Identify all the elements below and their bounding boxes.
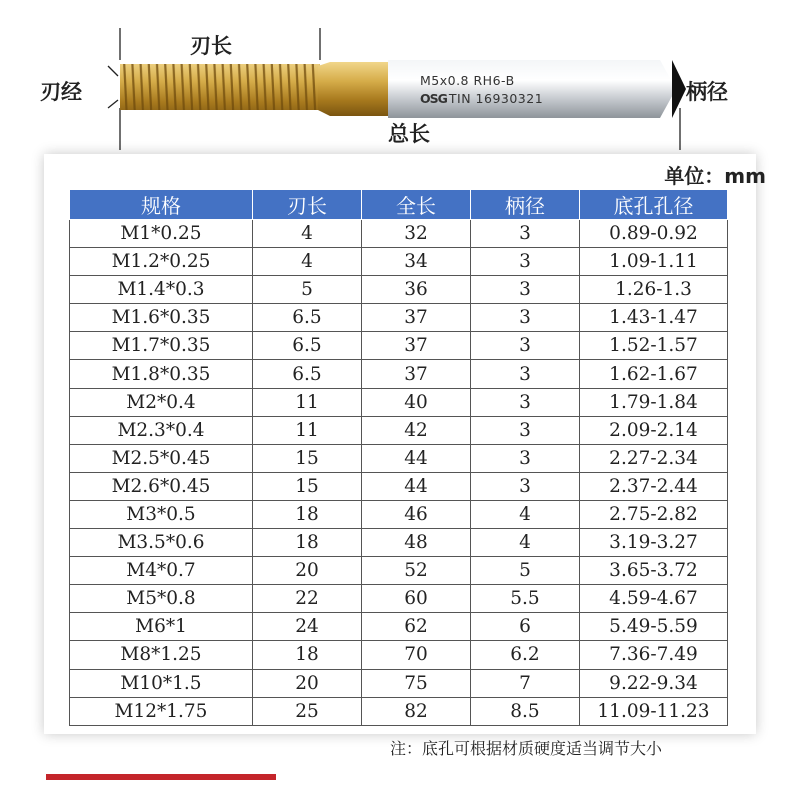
shank-diameter-cell: 5 <box>471 557 580 585</box>
header-spec: 规格 <box>70 190 253 220</box>
blade-length-label: 刃长 <box>190 34 232 58</box>
shank-diameter-cell: 6.2 <box>471 641 580 669</box>
spec-cell: M2.5*0.45 <box>70 444 253 472</box>
blade-length-cell: 6.5 <box>253 360 362 388</box>
shank-diameter-cell: 3 <box>471 220 580 248</box>
total-length-cell: 40 <box>362 388 471 416</box>
spec-cell: M1.4*0.3 <box>70 276 253 304</box>
total-length-cell: 60 <box>362 585 471 613</box>
spec-cell: M12*1.75 <box>70 697 253 725</box>
neck-taper <box>318 62 388 116</box>
pilot-hole-cell: 4.59-4.67 <box>580 585 728 613</box>
pilot-hole-cell: 5.49-5.59 <box>580 613 728 641</box>
shank-diameter-cell: 3 <box>471 276 580 304</box>
shank-diameter-cell: 3 <box>471 444 580 472</box>
spec-cell: M1.2*0.25 <box>70 248 253 276</box>
pilot-hole-cell: 9.22-9.34 <box>580 669 728 697</box>
table-row <box>70 332 728 360</box>
pilot-hole-cell: 2.37-2.44 <box>580 472 728 500</box>
total-length-cell: 37 <box>362 360 471 388</box>
total-length-cell: 75 <box>362 669 471 697</box>
pilot-hole-cell: 1.09-1.11 <box>580 248 728 276</box>
total-length-cell: 62 <box>362 613 471 641</box>
pilot-hole-cell: 1.62-1.67 <box>580 360 728 388</box>
shank-diameter-cell: 4 <box>471 529 580 557</box>
total-length-cell: 32 <box>362 220 471 248</box>
shank-diameter-label: 柄径 <box>686 80 728 104</box>
table-row <box>70 304 728 332</box>
table-body <box>70 220 728 726</box>
spec-cell: M1.6*0.35 <box>70 304 253 332</box>
pilot-hole-cell: 1.52-1.57 <box>580 332 728 360</box>
blade-length-cell: 6.5 <box>253 304 362 332</box>
header-total-length: 全长 <box>362 190 471 220</box>
spec-cell: M2*0.4 <box>70 388 253 416</box>
table-row <box>70 585 728 613</box>
total-length-label: 总长 <box>388 122 430 146</box>
tool-marking-line2 <box>420 91 543 106</box>
spec-cell: M2.6*0.45 <box>70 472 253 500</box>
accent-bar <box>46 774 276 780</box>
spec-cell: M8*1.25 <box>70 641 253 669</box>
shank-end <box>603 60 676 118</box>
tool-marking-line1: M5x0.8 RH6-B <box>420 73 515 88</box>
table-row <box>70 248 728 276</box>
header-blade-length: 刃长 <box>253 190 362 220</box>
blade-length-cell: 15 <box>253 472 362 500</box>
spec-cell: M3*0.5 <box>70 500 253 528</box>
unit-label: 单位：mm <box>664 164 766 188</box>
blade-length-cell: 25 <box>253 697 362 725</box>
table-row <box>70 557 728 585</box>
total-length-cell: 46 <box>362 500 471 528</box>
table-row <box>70 276 728 304</box>
thread-section <box>120 64 320 110</box>
spec-cell: M1.8*0.35 <box>70 360 253 388</box>
table-header-row <box>70 190 728 220</box>
spec-cell: M2.3*0.4 <box>70 416 253 444</box>
spec-cell: M4*0.7 <box>70 557 253 585</box>
pilot-hole-cell: 3.65-3.72 <box>580 557 728 585</box>
blade-diameter-label: 刃经 <box>40 80 82 104</box>
spec-cell: M3.5*0.6 <box>70 529 253 557</box>
blade-length-cell: 18 <box>253 641 362 669</box>
shank-diameter-cell: 3 <box>471 388 580 416</box>
total-length-cell: 52 <box>362 557 471 585</box>
total-length-cell: 70 <box>362 641 471 669</box>
pilot-hole-cell: 2.75-2.82 <box>580 500 728 528</box>
blade-length-cell: 22 <box>253 585 362 613</box>
shank-diameter-cell: 7 <box>471 669 580 697</box>
blade-length-cell: 11 <box>253 388 362 416</box>
blade-length-cell: 15 <box>253 444 362 472</box>
pilot-hole-cell: 2.09-2.14 <box>580 416 728 444</box>
blade-length-cell: 5 <box>253 276 362 304</box>
table-row <box>70 529 728 557</box>
shank-diameter-cell: 5.5 <box>471 585 580 613</box>
blade-length-cell: 4 <box>253 248 362 276</box>
blade-length-cell: 4 <box>253 220 362 248</box>
pilot-hole-cell: 1.43-1.47 <box>580 304 728 332</box>
pilot-hole-cell: 1.26-1.3 <box>580 276 728 304</box>
shank-diameter-cell: 3 <box>471 248 580 276</box>
table-row <box>70 613 728 641</box>
table-row <box>70 500 728 528</box>
brand-logo: OSG <box>420 91 447 106</box>
table-row <box>70 669 728 697</box>
table-row <box>70 360 728 388</box>
spec-cell: M6*1 <box>70 613 253 641</box>
shank-section <box>388 60 603 118</box>
table-row <box>70 641 728 669</box>
spec-table <box>69 189 728 726</box>
footnote: 注：底孔可根据材质硬度适当调节大小 <box>390 739 663 758</box>
table-row <box>70 697 728 725</box>
blade-length-cell: 20 <box>253 557 362 585</box>
pilot-hole-cell: 1.79-1.84 <box>580 388 728 416</box>
blade-length-cell: 11 <box>253 416 362 444</box>
pilot-hole-cell: 7.36-7.49 <box>580 641 728 669</box>
table-row <box>70 472 728 500</box>
shank-diameter-cell: 8.5 <box>471 697 580 725</box>
total-length-cell: 42 <box>362 416 471 444</box>
pilot-hole-cell: 2.27-2.34 <box>580 444 728 472</box>
shank-diameter-cell: 4 <box>471 500 580 528</box>
pilot-hole-cell: 11.09-11.23 <box>580 697 728 725</box>
blade-length-cell: 24 <box>253 613 362 641</box>
header-shank-diameter: 柄径 <box>471 190 580 220</box>
total-length-cell: 48 <box>362 529 471 557</box>
shank-diameter-cell: 3 <box>471 360 580 388</box>
spec-cell: M10*1.5 <box>70 669 253 697</box>
total-length-cell: 82 <box>362 697 471 725</box>
shank-diameter-cell: 3 <box>471 304 580 332</box>
blade-length-cell: 6.5 <box>253 332 362 360</box>
total-length-cell: 37 <box>362 304 471 332</box>
spec-cell: M1.7*0.35 <box>70 332 253 360</box>
tool-marking-code: TIN 16930321 <box>448 91 544 106</box>
shank-diameter-cell: 3 <box>471 332 580 360</box>
spec-cell: M5*0.8 <box>70 585 253 613</box>
pilot-hole-cell: 3.19-3.27 <box>580 529 728 557</box>
table-row <box>70 388 728 416</box>
blade-length-cell: 20 <box>253 669 362 697</box>
total-length-cell: 44 <box>362 472 471 500</box>
blade-length-cell: 18 <box>253 529 362 557</box>
table-row <box>70 220 728 248</box>
total-length-cell: 37 <box>362 332 471 360</box>
tool-diagram <box>0 0 800 160</box>
total-length-cell: 34 <box>362 248 471 276</box>
pilot-hole-cell: 0.89-0.92 <box>580 220 728 248</box>
table-row <box>70 444 728 472</box>
total-length-cell: 44 <box>362 444 471 472</box>
spec-cell: M1*0.25 <box>70 220 253 248</box>
blade-length-cell: 18 <box>253 500 362 528</box>
shank-diameter-cell: 6 <box>471 613 580 641</box>
table-row <box>70 416 728 444</box>
shank-diameter-cell: 3 <box>471 472 580 500</box>
total-length-cell: 36 <box>362 276 471 304</box>
shank-arrow-icon <box>672 60 686 118</box>
header-pilot-hole: 底孔孔径 <box>580 190 728 220</box>
shank-diameter-cell: 3 <box>471 416 580 444</box>
